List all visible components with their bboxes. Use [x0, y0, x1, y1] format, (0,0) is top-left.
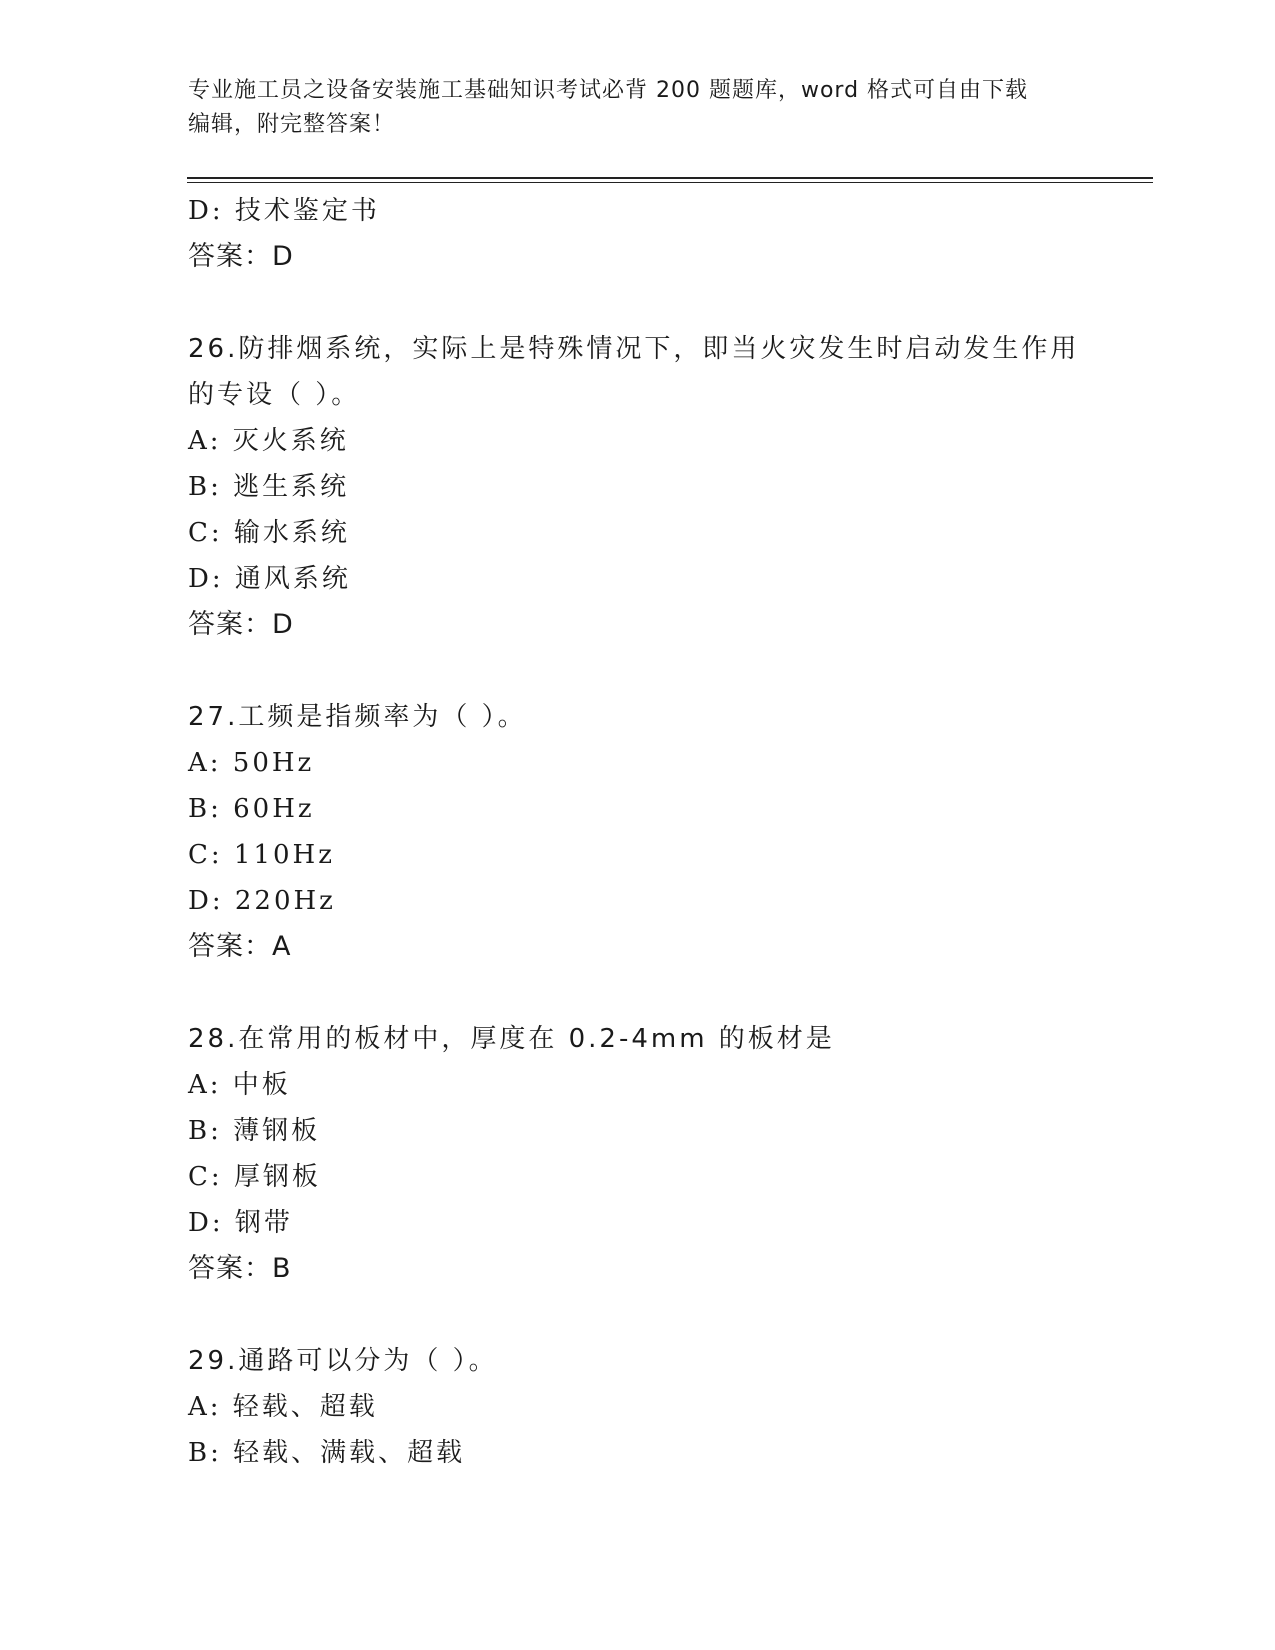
header-line-1: 专业施工员之设备安装施工基础知识考试必背 200 题题库，word 格式可自由下载 [188, 78, 1029, 103]
option-b: B: 60Hz [188, 794, 315, 824]
header-rule-thin [187, 182, 1153, 183]
option-a: A: 中板 [188, 1070, 291, 1100]
question-stem-line: 26.防排烟系统，实际上是特殊情况下，即当火灾发生时启动发生作用 [188, 334, 1080, 364]
spacer [188, 970, 1088, 1016]
option-a: A: 50Hz [188, 748, 315, 778]
spacer [188, 1292, 1088, 1338]
question-27 [188, 694, 1088, 970]
answer: 答案：A [188, 931, 292, 962]
option-d: D: 通风系统 [188, 564, 351, 594]
question-29 [188, 1338, 1088, 1476]
option-b: B: 薄钢板 [188, 1116, 321, 1146]
option-c: C: 110Hz [188, 840, 335, 870]
spacer [188, 648, 1088, 694]
option-c: C: 输水系统 [188, 518, 350, 548]
option-a: A: 灭火系统 [188, 426, 349, 456]
answer: 答案：D [188, 609, 294, 640]
option-d: D: 钢带 [188, 1208, 293, 1238]
question-26 [188, 326, 1088, 648]
header-line-2: 编辑，附完整答案！ [188, 112, 396, 137]
answer: 答案：D [188, 241, 294, 272]
previous-question-tail [188, 188, 1088, 280]
question-stem-line: 28.在常用的板材中，厚度在 0.2-4mm 的板材是 [188, 1024, 835, 1054]
option-c: C: 厚钢板 [188, 1162, 321, 1192]
option-b: B: 轻载、满载、超载 [188, 1438, 466, 1468]
question-stem-line: 的专设（ ）。 [188, 380, 361, 410]
option-a: A: 轻载、超载 [188, 1392, 378, 1422]
document-body [188, 188, 1088, 1476]
option-d: D: 技术鉴定书 [188, 196, 380, 226]
question-stem-line: 27.工频是指频率为（ ）。 [188, 702, 527, 732]
spacer [188, 280, 1088, 326]
option-b: B: 逃生系统 [188, 472, 350, 502]
header-rule-thick [187, 177, 1153, 179]
document-header [188, 74, 1088, 142]
option-d: D: 220Hz [188, 886, 336, 916]
question-stem-line: 29.通路可以分为（ ）。 [188, 1346, 498, 1376]
answer: 答案：B [188, 1253, 292, 1284]
question-28 [188, 1016, 1088, 1292]
